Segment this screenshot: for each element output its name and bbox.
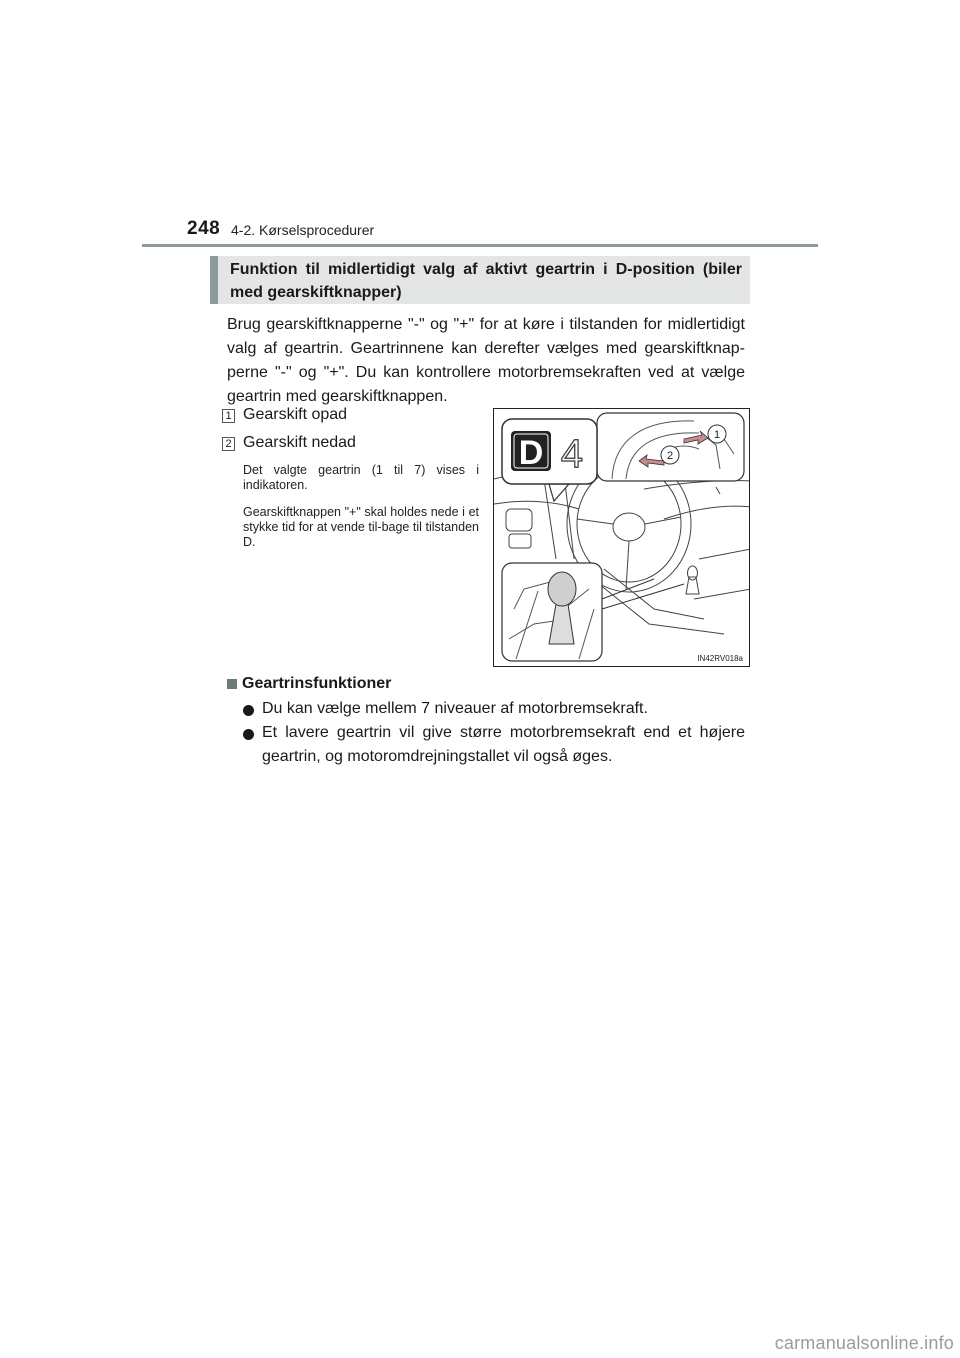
- section-heading-box: [210, 256, 750, 304]
- page-number: 248: [187, 218, 221, 239]
- item-number-badge: 2: [222, 437, 235, 451]
- note-hold-button: Gearskiftknappen "+" skal holdes nede i et stykke tid for at vende til-bage til tilstanden D.: [243, 505, 479, 549]
- bullet-dot-icon: [243, 705, 254, 716]
- illustration-drawing: [494, 409, 750, 667]
- bullet-text: Du kan vælge mellem 7 niveauer af motorbremsekraft.: [262, 700, 648, 717]
- illustration-steering-wheel-paddles: [493, 408, 750, 667]
- indicator-gear-text: 4: [560, 432, 584, 476]
- item-label-gearskift-opad: Gearskift opad: [243, 406, 348, 423]
- callout-1: 1: [713, 429, 721, 441]
- note-indicator: Det valgte geartrin (1 til 7) vises i indikatoren.: [243, 463, 479, 492]
- header-rule: [142, 244, 818, 247]
- figure-code: IN42RV018a: [697, 654, 743, 663]
- subsection-heading: Geartrinsfunktioner: [242, 675, 392, 692]
- section-heading: Funktion til midlertidigt valg af aktivt geartrin i D-position (biler med gearskiftknapper): [230, 261, 742, 301]
- item-label-gearskift-nedad: Gearskift nedad: [243, 434, 356, 451]
- bullet-text: Et lavere geartrin vil give større motorbremsekraft end et højere geartrin, og motoromdrejningstallet vil også øges.: [262, 724, 745, 765]
- indicator-mode-text: D: [518, 434, 544, 472]
- watermark: carmanualsonline.info: [774, 1333, 954, 1353]
- intro-paragraph: Brug gearskiftknapperne "-" og "+" for at køre i tilstanden for midlertidigt valg af geartrin. Geartrinnene kan derefter vælges med gearskiftknap-perne "-" og "+". Du kan kontrollere motorbremsekraften ved at vælge geartrin med gearskiftknappen.: [227, 316, 745, 405]
- item-number-badge: 1: [222, 409, 235, 423]
- square-bullet-icon: [227, 679, 237, 689]
- bullet-dot-icon: [243, 729, 254, 740]
- section-title: 4-2. Kørselsprocedurer: [231, 222, 375, 238]
- callout-2: 2: [666, 450, 674, 462]
